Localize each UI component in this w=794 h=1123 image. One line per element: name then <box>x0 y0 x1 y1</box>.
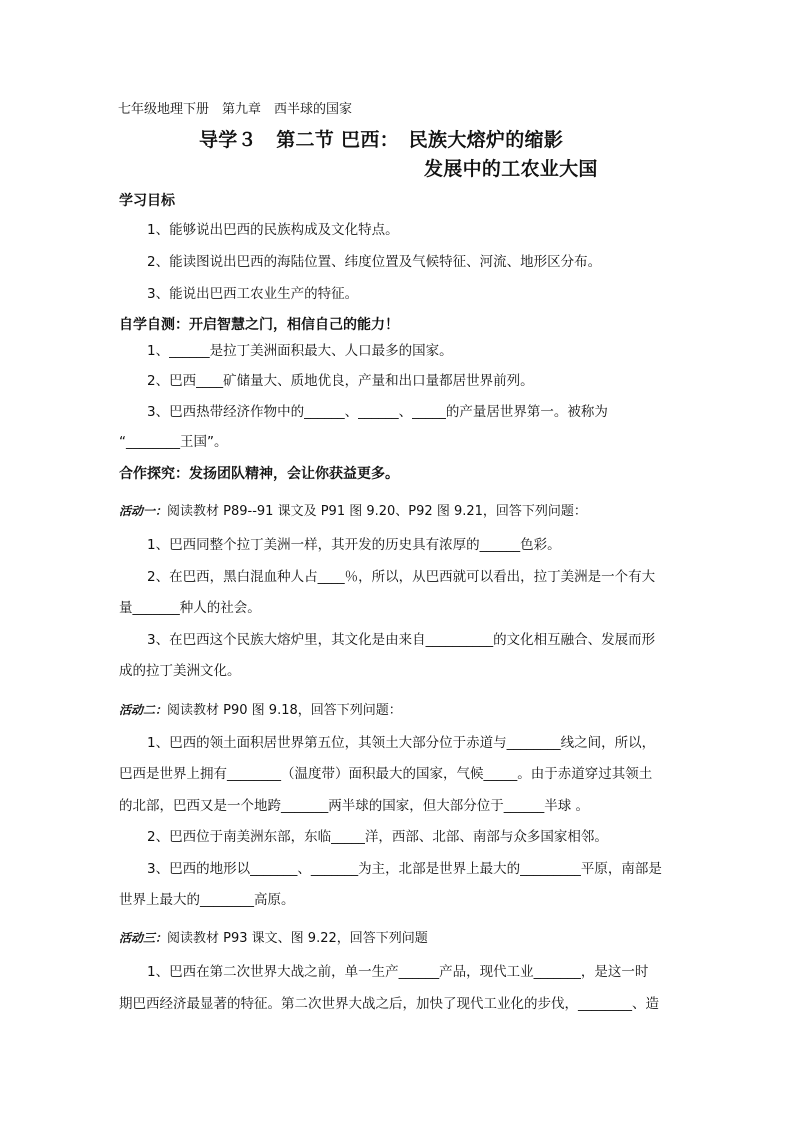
objective-item: 1、能够说出巴西的民族构成及文化特点。 <box>147 222 399 238</box>
self-test-item: 3、巴西热带经济作物中的______、______、_____的产量居世界第一。被称为 <box>147 404 608 420</box>
activity2-line: 1、巴西的领土面积居世界第五位，其领土大部分位于赤道与________线之间，所以， <box>147 735 656 751</box>
activity2-line: 巴西是世界上拥有________（温度带）面积最大的国家，气候_____。由于赤道穿过其领土 <box>119 766 653 782</box>
self-test-item: 2、巴西____矿储量大、质地优良，产量和出口量都居世界前列。 <box>147 373 534 389</box>
objective-item: 2、能读图说出巴西的海陆位置、纬度位置及气候特征、河流、地形区分布。 <box>147 254 602 270</box>
activity2-line: 的北部，巴西又是一个地跨_______两半球的国家，但大部分位于______半球 。 <box>119 798 590 814</box>
page-title: 导学３ 第二节 巴西： 民族大熔炉的缩影 <box>199 129 564 151</box>
activity1-line: 3、在巴西这个民族大熔炉里，其文化是由来自__________的文化相互融合、发展而形 <box>147 632 656 648</box>
self-test-item: 1、______是拉丁美洲面积最大、人口最多的国家。 <box>147 343 453 359</box>
activity1-line: 成的拉丁美洲文化。 <box>119 663 241 679</box>
activity-intro: 阅读教材 P93 课文、图 9.22，回答下列问题 <box>167 931 428 946</box>
cooperation-heading: 合作探究：发扬团队精神，会让你获益更多。 <box>119 466 399 482</box>
activity2-line: 2、巴西位于南美洲东部，东临_____洋，西部、北部、南部与众多国家相邻。 <box>147 829 608 845</box>
activity2-header <box>119 701 402 717</box>
activity-label: 活动三： <box>119 931 168 945</box>
activity1-line: 1、巴西同整个拉丁美洲一样，其开发的历史具有浓厚的______色彩。 <box>147 537 561 553</box>
activity-intro: 阅读教材 P90 图 9.18，回答下列问题： <box>167 703 402 718</box>
breadcrumb: 七年级地理下册 第九章 西半球的国家 <box>118 102 353 117</box>
activity-intro: 阅读教材 P89--91 课文及 P91 图 9.20、P92 图 9.21，回答下列问题： <box>167 504 587 519</box>
activity3-line: 期巴西经济最显著的特征。第二次世界大战之后，加快了现代工业化的步伐，________、造 <box>119 996 659 1012</box>
activity3-header <box>119 929 428 945</box>
activity3-line: 1、巴西在第二次世界大战之前，单一生产______产品，现代工业_______，是这一时 <box>147 964 649 980</box>
activity1-line: 量_______种人的社会。 <box>119 600 261 616</box>
activity2-line: 3、巴西的地形以_______、_______为主，北部是世界上最大的_________平原，南部是 <box>147 861 662 877</box>
activity2-line: 世界上最大的________高原。 <box>119 892 295 908</box>
objectives-heading: 学习目标 <box>119 193 175 209</box>
activity1-header <box>119 502 587 518</box>
activity-label: 活动二： <box>119 703 168 717</box>
activity-label: 活动一： <box>119 504 168 518</box>
page-subtitle: 发展中的工农业大国 <box>424 158 598 180</box>
objective-item: 3、能说出巴西工农业生产的特征。 <box>147 286 359 302</box>
self-test-item: “________王国”。 <box>119 434 228 450</box>
self-test-heading: 自学自测：开启智慧之门，相信自己的能力！ <box>119 317 399 333</box>
activity1-line: 2、在巴西，黑白混血种人占____％，所以，从巴西就可以看出，拉丁美洲是一个有大 <box>147 569 656 585</box>
